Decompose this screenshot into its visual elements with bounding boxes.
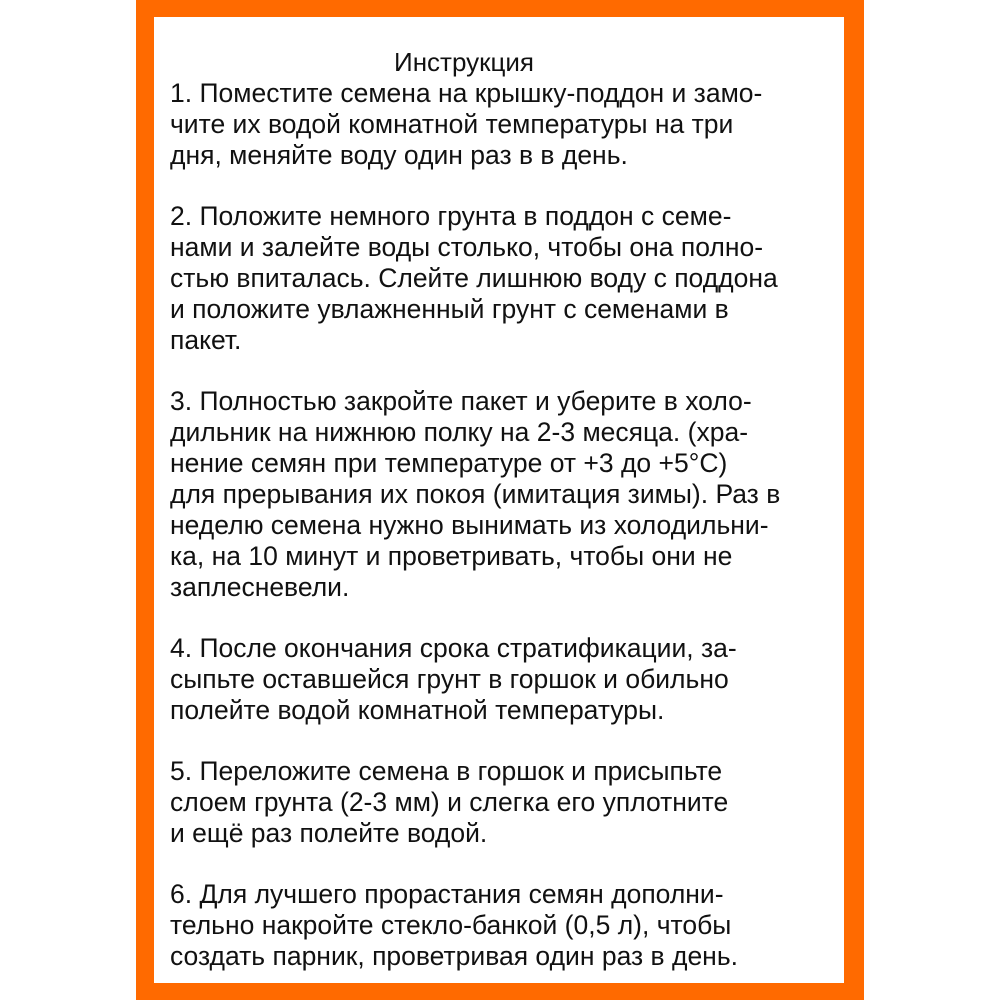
step-3-line-4: для прерывания их покоя (имитация зимы). Раз в <box>170 479 781 509</box>
step-1-line-3: дня, меняйте воду один раз в в день. <box>170 140 628 170</box>
step-3-line-1: 3. Полностью закройте пакет и уберите в холо- <box>170 386 752 416</box>
step-6-line-3: создать парник, проветривая один раз в день. <box>170 941 738 971</box>
instruction-sheet <box>154 17 844 983</box>
step-5-paragraph <box>170 756 844 849</box>
step-3-line-6: ка, на 10 минут и проветривать, чтобы они не <box>170 541 733 571</box>
step-4-line-3: полейте водой комнатной температуры. <box>170 695 665 725</box>
orange-frame <box>136 0 864 1000</box>
step-4-line-1: 4. После окончания срока стратификации, за- <box>170 633 737 663</box>
step-4-paragraph <box>170 633 844 726</box>
step-6-line-1: 6. Для лучшего прорастания семян дополни- <box>170 879 724 909</box>
step-6-paragraph <box>170 879 844 972</box>
step-3-line-3: нение семян при температуре от +3 до +5°С) <box>170 448 728 478</box>
step-5-line-2: слоем грунта (2-3 мм) и слегка его уплотните <box>170 787 729 817</box>
step-2-paragraph <box>170 201 844 356</box>
step-2-line-2: нами и залейте воды столько, чтобы она полно- <box>170 232 764 262</box>
document-title: Инструкция <box>394 47 534 77</box>
step-3-line-5: неделю семена нужно вынимать из холодильни- <box>170 510 769 540</box>
step-2-line-3: стью впиталась. Слейте лишнюю воду с поддона <box>170 263 778 293</box>
step-6-line-2: тельно накройте стекло-банкой (0,5 л), чтобы <box>170 910 732 940</box>
step-3-paragraph <box>170 386 844 603</box>
step-2-line-1: 2. Положите немного грунта в поддон с семе- <box>170 201 732 231</box>
step-2-line-5: пакет. <box>170 325 242 355</box>
step-5-line-1: 5. Переложите семена в горшок и присыпьте <box>170 756 723 786</box>
step-3-line-2: дильник на нижнюю полку на 2-3 месяца. (хра- <box>170 417 749 447</box>
step-3-line-7: заплесневели. <box>170 572 350 602</box>
step-1-line-2: чите их водой комнатной температуры на три <box>170 109 734 139</box>
step-2-line-4: и положите увлажненный грунт с семенами в <box>170 294 729 324</box>
step-1-paragraph <box>170 78 844 171</box>
step-4-line-2: сыпьте оставшейся грунт в горшок и обильно <box>170 664 729 694</box>
step-5-line-3: и ещё раз полейте водой. <box>170 818 488 848</box>
step-1-line-1: 1. Поместите семена на крышку-поддон и замо- <box>170 78 763 108</box>
